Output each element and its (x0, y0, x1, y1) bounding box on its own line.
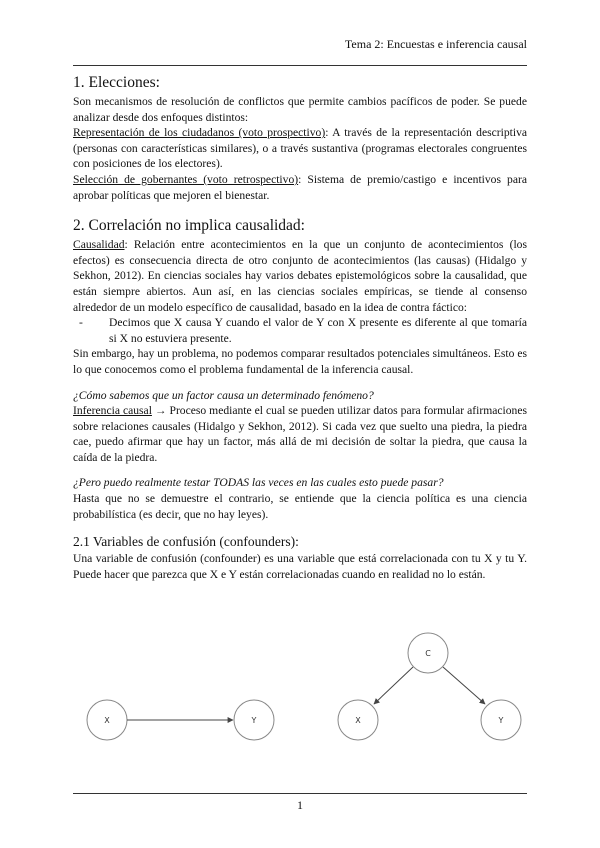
section-2-1-text: Una variable de confusión (confounder) es una variable que está correlacionada con tu X y tu Y. Puede hacer que parezca que X e Y están correlacionadas cuando en realidad no lo están. (73, 552, 527, 581)
section-2-1-heading: 2.1 Variables de confusión (confounders): (73, 534, 299, 550)
left-node-y-label: Y (251, 716, 257, 725)
right-diagram (338, 633, 521, 740)
right-node-x-label: X (355, 716, 361, 725)
inferencia-term: Inferencia causal (73, 404, 152, 418)
causalidad-text: : Relación entre acontecimientos en la que un conjunto de acontecimientos (los efectos) es consecuencia directa de otro conjunto de acontecimientos (las causas) (Hidalgo y Sekhon, 2012). En ciencias sociales hay varios debates epistemológicos sobre la causalidad, que están siempre abiertos. Aun así, en las ciencias sociales empíricas, se tiende al consenso alrededor de un modelo específico de causalidad, basado en la idea de contra fáctico: (73, 238, 527, 314)
problem-paragraph: Sin embargo, hay un problema, no podemos comparar resultados potenciales simultáneos. Esto es lo que conocemos como el problema fundamental de la inferencia causal. (73, 347, 527, 376)
section-1-intro: Son mecanismos de resolución de conflictos que permite cambios pacíficos de poder. Se puede analizar desde dos enfoques distintos: (73, 95, 527, 124)
right-node-y-label: Y (498, 716, 504, 725)
question-2: ¿Pero puedo realmente testar TODAS las veces en las cuales esto puede pasar? (73, 476, 444, 490)
page-number: 1 (297, 798, 303, 812)
counterfactual-item: - Decimos que X causa Y cuando el valor de Y con X presente es diferente al que tomaría si X no estuviera presente. (97, 315, 527, 346)
question-1: ¿Cómo sabemos que un factor causa un determinado fenómeno? (73, 388, 374, 402)
section-2-heading: 2. Correlación no implica causalidad: (73, 217, 305, 235)
left-diagram (87, 700, 274, 740)
footer-rule (73, 793, 527, 794)
inferencia-text: → Proceso mediante el cual se pueden utilizar datos para formular afirmaciones sobre relaciones causales (Hidalgo y Sekhon, 2012). Si cada vez que suelto una piedra, la piedra cae, puedo afirmar que hay un factor, más allá de mi decisión de soltar la piedra, que causa la caída de la piedra. (73, 404, 527, 464)
representation-term: Representación de los ciudadanos (voto prospectivo) (73, 126, 326, 140)
representation-text: : A través de la representación descriptiva (personas con características similares), o a través sustantiva (programas electorales congruentes con posiciones de los electores). (73, 126, 528, 171)
causalidad-term: Causalidad (73, 238, 125, 252)
selection-term: Selección de gobernantes (voto retrospectivo) (73, 172, 299, 186)
section-1-heading: 1. Elecciones: (73, 74, 160, 91)
right-node-c-label: C (425, 649, 431, 658)
selection-text: : Sistema de premio/castigo e incentivos para aprobar políticas que mejoren el bienestar. (73, 172, 527, 202)
left-node-x-label: X (104, 716, 110, 725)
right-arrow-c-to-y (443, 667, 485, 704)
answer-2: Hasta que no se demuestre el contrario, se entiende que la ciencia política es una ciencia probabilística (es decir, que no hay leyes). (73, 492, 527, 521)
running-header: Tema 2: Encuestas e inferencia causal (344, 37, 527, 51)
right-arrow-c-to-x (374, 667, 413, 704)
